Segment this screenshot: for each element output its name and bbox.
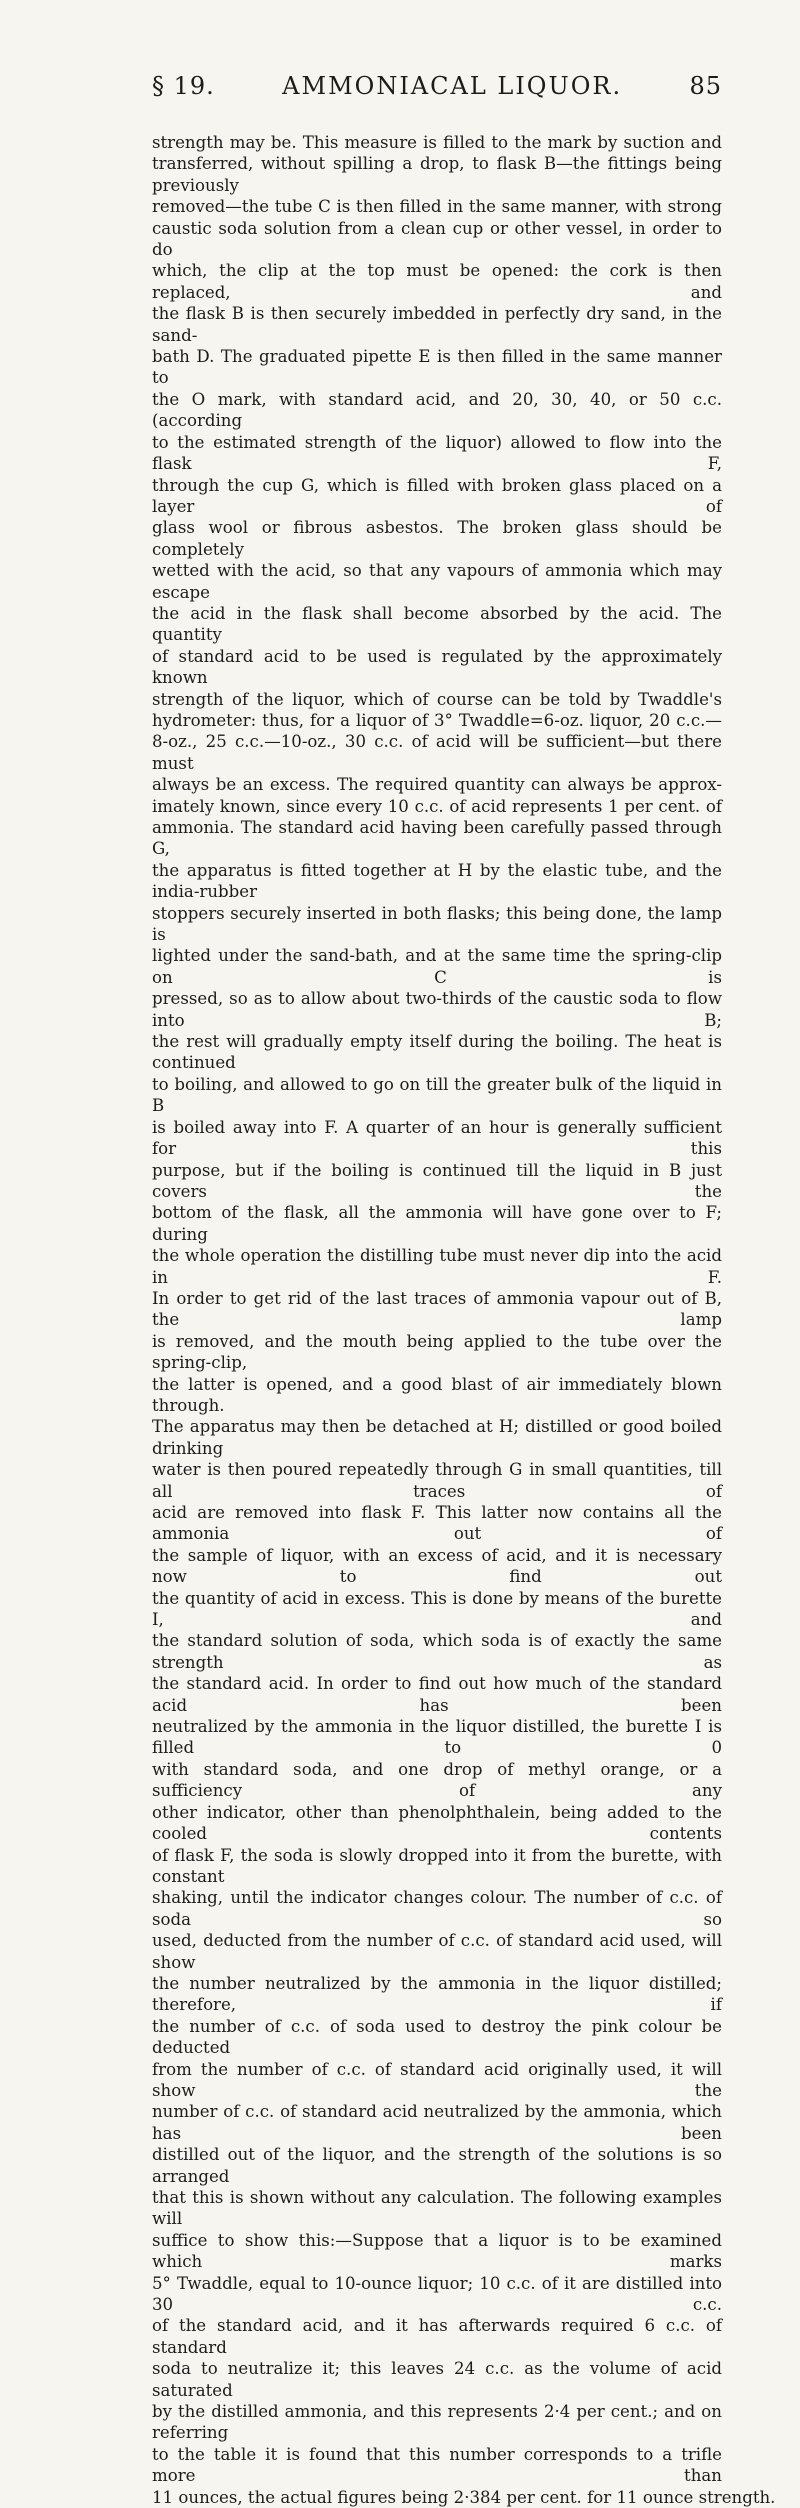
text-line: of standard acid to be used is regulated by the approximately known: [152, 646, 722, 688]
text-line: always be an excess. The required quantity can always be approx-: [152, 775, 722, 795]
text-line: caustic soda solution from a clean cup or other vessel, in order to do: [152, 218, 722, 260]
text-line: the standard acid. In order to find out how much of the standard acid has been: [152, 1674, 722, 1715]
text-line: soda to neutralize it; this leaves 24 c.c. as the volume of acid saturated: [152, 2359, 722, 2400]
text-line: neutralized by the ammonia in the liquor distilled, the burette I is filled to 0: [152, 1717, 722, 1758]
text-line: glass wool or fibrous asbestos. The broken glass should be completely: [152, 518, 722, 559]
text-line: ammonia. The standard acid having been carefully passed through G,: [152, 818, 722, 859]
body-paragraph: [152, 132, 776, 2508]
text-line: purpose, but if the boiling is continued till the liquid in B just covers the: [152, 1160, 722, 1201]
text-line: the sample of liquor, with an excess of acid, and it is necessary now to find out: [152, 1545, 722, 1587]
text-line: the number neutralized by the ammonia in the liquor distilled; therefore, if: [152, 1973, 722, 2015]
text-line: the latter is opened, and a good blast of air immediately blown through.: [152, 1374, 722, 1415]
text-line: imately known, since every 10 c.c. of acid represents 1 per cent. of: [152, 796, 722, 816]
text-line: the number of c.c. of soda used to destroy the pink colour be deducted: [152, 2016, 722, 2058]
text-line: is removed, and the mouth being applied to the tube over the spring-clip,: [152, 1331, 722, 1373]
text-line: of the standard acid, and it has afterwards required 6 c.c. of standard: [152, 2316, 722, 2357]
text-line: stoppers securely inserted in both flasks; this being done, the lamp is: [152, 903, 722, 945]
text-line: through the cup G, which is filled with broken glass placed on a layer of: [152, 475, 722, 516]
text-line: used, deducted from the number of c.c. of standard acid used, will show: [152, 1931, 722, 1972]
text-line: number of c.c. of standard acid neutralized by the ammonia, which has been: [152, 2102, 722, 2143]
text-line: to the table it is found that this number corresponds to a trifle more than: [152, 2444, 722, 2486]
text-line: In order to get rid of the last traces of ammonia vapour out of B, the lamp: [152, 1288, 722, 1330]
text-line: other indicator, other than phenolphthalein, being added to the cooled contents: [152, 1802, 722, 1844]
text-line: the quantity of acid in excess. This is done by means of the burette I, and: [152, 1588, 722, 1630]
text-line: to the estimated strength of the liquor) allowed to flow into the flask F,: [152, 432, 722, 474]
running-title: AMMONIACAL LIQUOR.: [282, 72, 623, 100]
text-line: 11 ounces, the actual figures being 2·384 per cent. for 11 ounce strength.: [152, 2487, 776, 2507]
text-line: bath D. The graduated pipette E is then filled in the same manner to: [152, 347, 722, 388]
text-line: from the number of c.c. of standard acid originally used, it will show the: [152, 2059, 722, 2100]
text-line: wetted with the acid, so that any vapours of ammonia which may escape: [152, 561, 722, 602]
text-line: removed—the tube C is then filled in the same manner, with strong: [152, 197, 722, 217]
text-line: the flask B is then securely imbedded in perfectly dry sand, in the sand-: [152, 304, 722, 345]
text-line: 5° Twaddle, equal to 10-ounce liquor; 10 c.c. of it are distilled into 30 c.c.: [152, 2273, 722, 2315]
text-line: the apparatus is fitted together at H by the elastic tube, and the india-rubber: [152, 860, 722, 902]
text-line: lighted under the sand-bath, and at the same time the spring-clip on C is: [152, 946, 722, 987]
text-line: distilled out of the liquor, and the strength of the solutions is so arranged: [152, 2145, 722, 2186]
text-line: the whole operation the distilling tube must never dip into the acid in F.: [152, 1246, 722, 1287]
text-line: with standard soda, and one drop of methyl orange, or a sufficiency of any: [152, 1759, 722, 1801]
text-line: the O mark, with standard acid, and 20, 30, 40, or 50 c.c. (according: [152, 389, 722, 431]
text-line: strength may be. This measure is filled to the mark by suction and: [152, 133, 722, 152]
running-header: [152, 72, 722, 100]
text-line: acid are removed into flask F. This latter now contains all the ammonia out of: [152, 1503, 722, 1544]
text-line: pressed, so as to allow about two-thirds of the caustic soda to flow into B;: [152, 989, 722, 1030]
text-line: bottom of the flask, all the ammonia will have gone over to F; during: [152, 1203, 722, 1244]
text-line: is boiled away into F. A quarter of an hour is generally sufficient for this: [152, 1117, 722, 1159]
text-line: hydrometer: thus, for a liquor of 3° Twaddle=6-oz. liquor, 20 c.c.—: [152, 710, 722, 730]
text-line: to boiling, and allowed to go on till the greater bulk of the liquid in B: [152, 1074, 722, 1116]
text-line: transferred, without spilling a drop, to flask B—the fittings being previously: [152, 154, 722, 195]
text-line: of flask F, the soda is slowly dropped into it from the burette, with constant: [152, 1845, 722, 1886]
text-line: water is then poured repeatedly through G in small quantities, till all traces of: [152, 1460, 722, 1501]
page-number: 85: [689, 72, 722, 100]
text-line: strength of the liquor, which of course can be told by Twaddle's: [152, 689, 722, 709]
text-line: 8-oz., 25 c.c.—10-oz., 30 c.c. of acid will be sufficient—but there must: [152, 732, 722, 773]
text-line: that this is shown without any calculation. The following examples will: [152, 2188, 722, 2229]
text-line: shaking, until the indicator changes colour. The number of c.c. of soda so: [152, 1888, 722, 1929]
text-line: the standard solution of soda, which soda is of exactly the same strength as: [152, 1631, 722, 1672]
text-line: the rest will gradually empty itself during the boiling. The heat is continued: [152, 1032, 722, 1073]
text-line: which, the clip at the top must be opened: the cork is then replaced, and: [152, 261, 722, 302]
section-number: § 19.: [152, 72, 215, 100]
text-line: The apparatus may then be detached at H; distilled or good boiled drinking: [152, 1417, 722, 1458]
text-line: by the distilled ammonia, and this represents 2·4 per cent.; and on referring: [152, 2402, 722, 2443]
text-line: suffice to show this:—Suppose that a liquor is to be examined which marks: [152, 2230, 722, 2272]
text-line: the acid in the flask shall become absorbed by the acid. The quantity: [152, 603, 722, 645]
